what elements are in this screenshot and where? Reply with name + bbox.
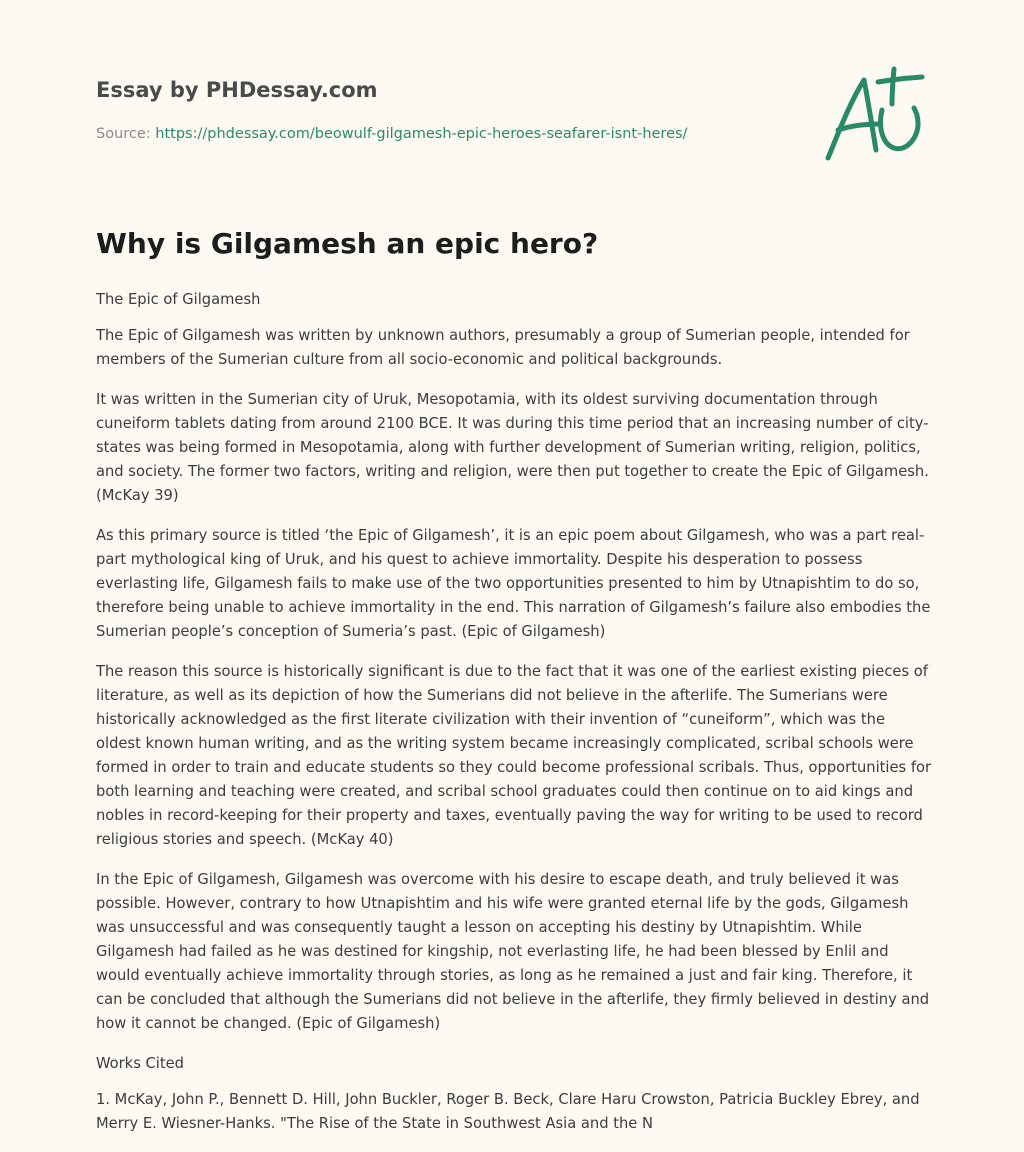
essay-paragraph: The Epic of Gilgamesh was written by unknown authors, presumably a group of Sumerian people, intended for members of the Sumerian culture from all socio-economic and political backgrounds.: [96, 327, 910, 368]
works-cited-entry: 1. McKay, John P., Bennett D. Hill, John Buckler, Roger B. Beck, Clare Haru Crowston, Patricia Buckley Ebrey, and Merry E. Wiesner-Hanks. "The Rise of the State in Southwest Asia and the N: [96, 1091, 920, 1132]
a-plus-logo: [820, 64, 930, 168]
header: [96, 76, 796, 144]
essay-subtitle: The Epic of Gilgamesh: [96, 291, 261, 308]
source-line: [96, 124, 796, 144]
source-label: Source:: [96, 126, 156, 142]
essay-content: [96, 224, 932, 1152]
source-link[interactable]: https://phdessay.com/beowulf-gilgamesh-epic-heroes-seafarer-isnt-heres/: [155, 126, 688, 142]
essay-paragraph: In the Epic of Gilgamesh, Gilgamesh was overcome with his desire to escape death, and truly believed it was possible. However, contrary to how Utnapishtim and his wife were granted eternal life by the gods, Gilgamesh was unsuccessful and was consequently taught a lesson on accepting his destiny by Utnapishtim. While Gilgamesh had failed as he was destined for kingship, not everlasting life, he had been blessed by Enlil and would eventually achieve immortality through stories, as long as he remained a just and fair king. Therefore, it can be concluded that although the Sumerians did not believe in the afterlife, they firmly believed in destiny and how it cannot be changed. (Epic of Gilgamesh): [96, 871, 930, 1032]
essay-paragraph: The reason this source is historically significant is due to the fact that it was one of the earliest existing pieces of literature, as well as its depiction of how the Sumerians did not believe in the afterlife. The Sumerians were historically acknowledged as the first literate civilization with their invention of “cuneiform”, which was the oldest known human writing, and as the writing system became increasingly complicated, scribal schools were formed in order to train and educate students so they could become professional scribals. Thus, opportunities for both learning and teaching were created, and scribal school graduates could then continue on to aid kings and nobles in record-keeping for their property and taxes, eventually paving the way for writing to be used to record religious stories and speech. (McKay 40): [96, 663, 932, 848]
works-cited-heading: Works Cited: [96, 1055, 184, 1072]
a-plus-icon: [820, 64, 930, 168]
site-title: Essay by PHDessay.com: [96, 78, 378, 102]
essay-title: Why is Gilgamesh an epic hero?: [96, 227, 599, 260]
essay-paragraph: It was written in the Sumerian city of Uruk, Mesopotamia, with its oldest surviving documentation through cuneiform tablets dating from around 2100 BCE. It was during this time period that an increasing number of city-states was being formed in Mesopotamia, along with further development of Sumerian writing, religion, politics, and society. The former two factors, writing and religion, were then put together to create the Epic of Gilgamesh. (McKay 39): [96, 391, 929, 504]
essay-paragraph: As this primary source is titled ‘the Epic of Gilgamesh’, it is an epic poem about Gilgamesh, who was a part real-part mythological king of Uruk, and his quest to achieve immortality. Despite his desperation to possess everlasting life, Gilgamesh fails to make use of the two opportunities presented to him by Utnapishtim to do so, therefore being unable to achieve immortality in the end. This narration of Gilgamesh’s failure also embodies the Sumerian people’s conception of Sumeria’s past. (Epic of Gilgamesh): [96, 527, 931, 640]
